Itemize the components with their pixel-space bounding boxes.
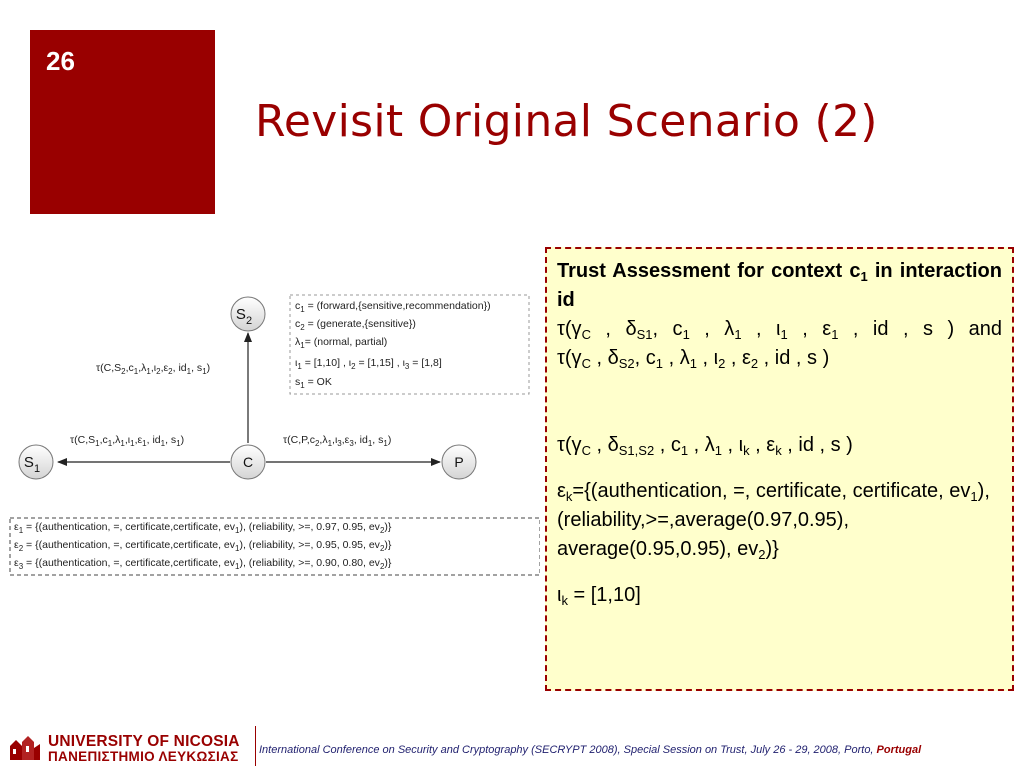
trust-assessment-box [545, 247, 1014, 691]
assessment-tau2: $\tau(\gamma_C$ , $\delta_{S2}$, $c_1$ , $\lambda_1$ , $\iota_2$ , $\varepsilon_2$ , id , s ) [557, 347, 830, 371]
edge-label-c-s2: $\tau(C,S_2,c_1,\lambda_1,\iota_2,\varepsilon_2$, $id_1$, $s_1$) [96, 362, 211, 376]
assessment-epsilon-k: $\varepsilon_k=\{(authentication$, =, certificate, certificate, $ev_1$), (reliability,>=,average(0.97,0.95), average(0.95,0.95), $ev_2$)} [557, 480, 990, 562]
legend-bottom-line: $\varepsilon_2$ = {(authentication, =, certificate,certificate, $ev_1$), (reliability, >=, 0.95, 0.95, $ev_2$)} [14, 539, 392, 553]
legend-bottom-line: $\varepsilon_1$ = {(authentication, =, certificate,certificate, $ev_1$), (reliability, >=, 0.97, 0.95, $ev_2$)} [14, 521, 392, 535]
assessment-iota-k: $\iota_k = [1,10]$ [557, 584, 641, 608]
legend-top-line: $\lambda_1=$ (normal, partial) [295, 336, 388, 350]
node-s1 [19, 445, 53, 479]
svg-text:S2: $S_2$ [235, 306, 253, 327]
legend-bottom-line: $\varepsilon_3$ = {(authentication, =, certificate,certificate, $ev_1$), (reliability, >=, 0.90, 0.80, $ev_2$)} [14, 557, 392, 571]
footer-divider [255, 726, 256, 766]
assessment-heading: Trust Assessment for context $c_1$ in interaction id [557, 260, 1002, 311]
spacer [557, 373, 1002, 431]
edge-label-c-p: $\tau(C,P,c_2,\lambda_1,\iota_3,\varepsilon_3$, $id_1$, $s_1$) [283, 434, 392, 448]
university-logo-icon [8, 734, 42, 762]
svg-text:S1: $S_1$ [23, 454, 41, 475]
svg-text:C: C [242, 454, 254, 470]
assessment-tau-combined: $\tau(\gamma_C$ , $\delta_{S1,S2}$ , $c_1$ , $\lambda_1$ , $\iota_k$ , $\varepsilon_k$ , id , s ) [557, 434, 853, 458]
legend-top-line: $c_2$ = (generate,{sensitive}) [295, 318, 416, 332]
university-name-gr: ΠΑΝΕΠΙΣΤΗΜΙΟ ΛΕΥΚΩΣΙΑΣ [48, 749, 239, 764]
university-name-en: UNIVERSITY OF NICOSIA [48, 733, 240, 750]
slide-number: 26 [46, 46, 75, 76]
assessment-tau1: $\tau(\gamma_C$ , $\delta_{S1}$, $c_1$ , $\lambda_1$ , $\iota_1$ , $\varepsilon_1$ , id , s ) and [557, 318, 1002, 342]
conference-country: Portugal [876, 744, 922, 756]
legend-top-line: $\iota_1 = [1,10]$ , $\iota_2 = [1,15]$ , $\iota_3 = [1,8]$ [295, 357, 442, 371]
node-c [231, 445, 265, 479]
conference-footer [259, 744, 921, 756]
scenario-diagram [0, 290, 540, 590]
slide-title: Revisit Original Scenario (2) [255, 96, 878, 147]
legend-top-line: $c_1$ = (forward,{sensitive,recommendation}) [295, 300, 491, 314]
node-p [442, 445, 476, 479]
spacer [557, 564, 1002, 581]
legend-top-line: $s_1$ = OK [295, 376, 332, 390]
edge-label-c-s1: $\tau(C,S_1,c_1,\lambda_1,\iota_1,\varepsilon_1$, $id_1$, $s_1$) [70, 434, 185, 448]
spacer [557, 460, 1002, 477]
svg-text:P: P [454, 454, 464, 470]
conference-text: International Conference on Security and Cryptography (SECRYPT 2008), Special Session on Trust, July 26 - 29, 2008, Porto, [259, 744, 877, 756]
node-s2 [231, 297, 265, 331]
